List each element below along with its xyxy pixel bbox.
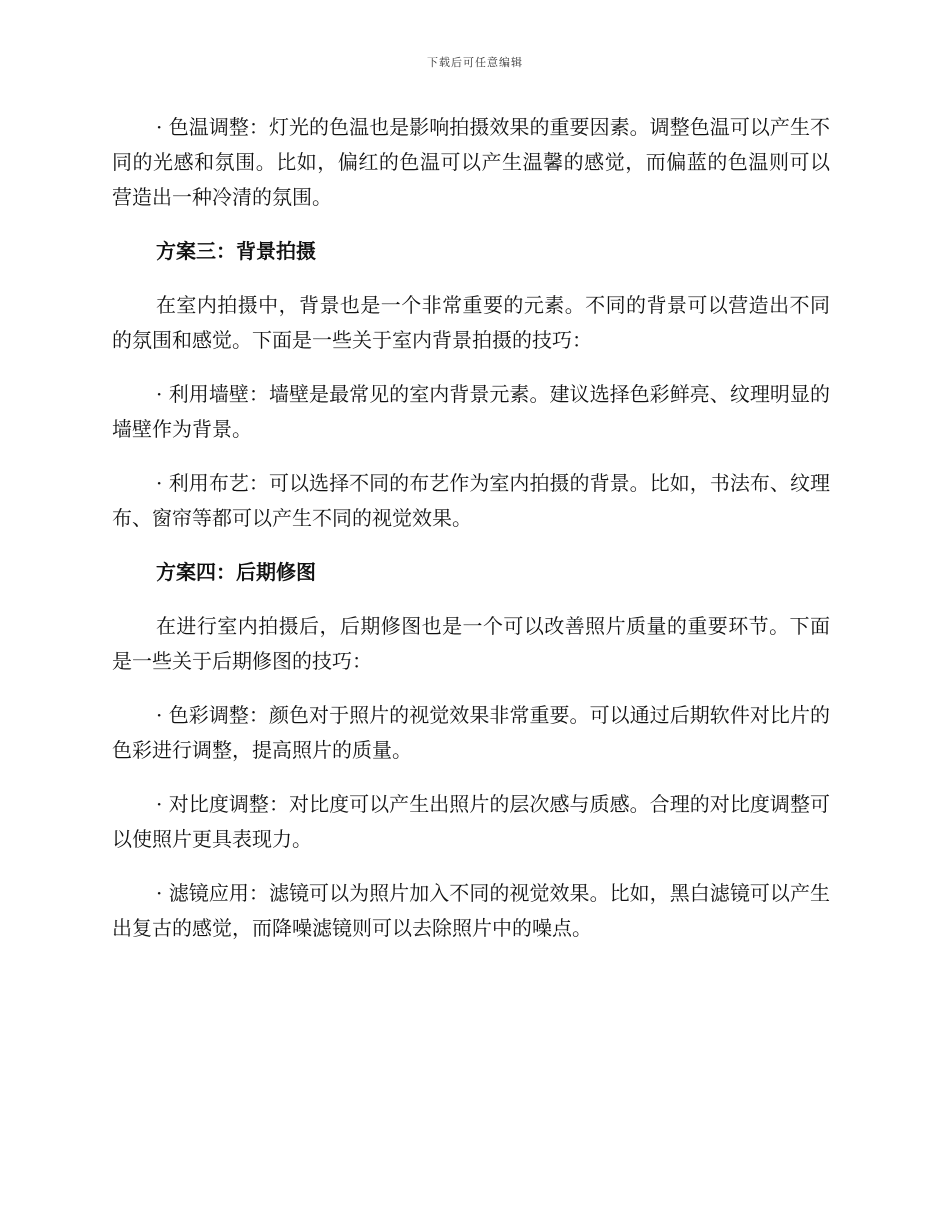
header-note: 下载后可任意编辑: [427, 56, 523, 69]
paragraph-fabric: · 利用布艺：可以选择不同的布艺作为室内拍摄的背景。比如，书法布、纹理布、窗帘等都可以产生不同的视觉效果。: [112, 471, 830, 530]
paragraph-retouch-intro: 在进行室内拍摄后，后期修图也是一个可以改善照片质量的重要环节。下面是一些关于后期修图的技巧：: [112, 614, 830, 673]
paragraph-background-intro: 在室内拍摄中，背景也是一个非常重要的元素。不同的背景可以营造出不同的氛围和感觉。下面是一些关于室内背景拍摄的技巧：: [112, 293, 830, 352]
document-body: [112, 110, 830, 946]
section-heading-retouching: 方案四：后期修图: [156, 560, 316, 584]
paragraph-contrast-adjust: · 对比度调整：对比度可以产生出照片的层次感与质感。合理的对比度调整可以使照片更具表现力。: [112, 792, 830, 851]
paragraph-filter-apply: · 滤镜应用：滤镜可以为照片加入不同的视觉效果。比如，黑白滤镜可以产生出复古的感觉，而降噪滤镜则可以去除照片中的噪点。: [112, 881, 830, 940]
paragraph-color-adjust: · 色彩调整：颜色对于照片的视觉效果非常重要。可以通过后期软件对比片的色彩进行调整，提高照片的质量。: [112, 703, 830, 762]
paragraph-wall: · 利用墙壁：墙壁是最常见的室内背景元素。建议选择色彩鲜亮、纹理明显的墙壁作为背景。: [112, 382, 830, 441]
paragraph-color-temperature: · 色温调整：灯光的色温也是影响拍摄效果的重要因素。调整色温可以产生不同的光感和氛围。比如，偏红的色温可以产生温馨的感觉，而偏蓝的色温则可以营造出一种冷清的氛围。: [112, 115, 830, 209]
section-heading-background: 方案三：背景拍摄: [156, 239, 316, 263]
